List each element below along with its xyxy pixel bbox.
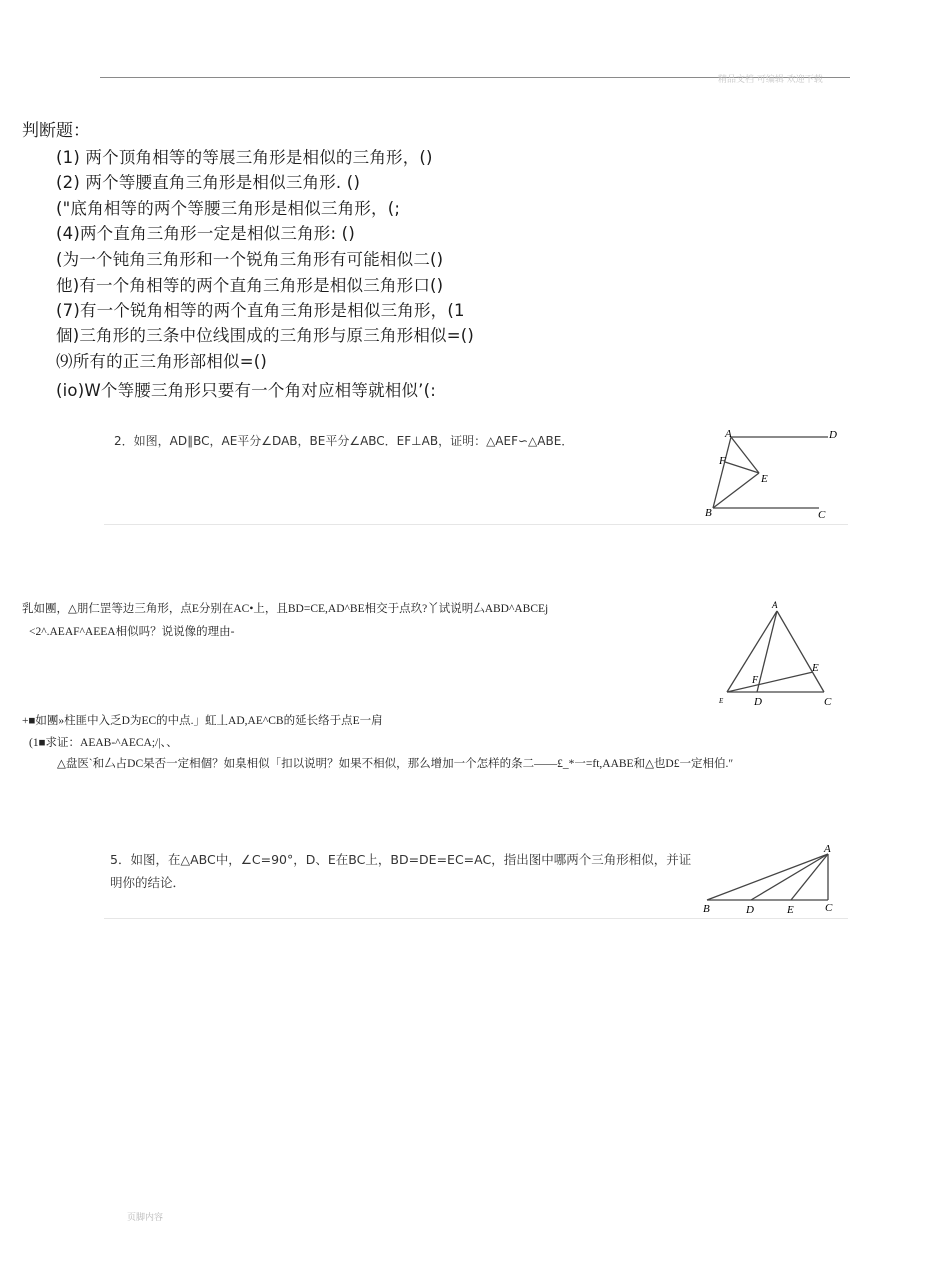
q3-label-a: A [772, 600, 778, 610]
q3-line-ad [757, 611, 777, 692]
q3-line-1: 乳如團，△朋仁罡等边三角形，点E分别在AC•上，且BD=CE,AD^BE相交于点玖?丫试说明厶ABD^ABCEj [22, 603, 549, 615]
q5-label-d: D [746, 904, 754, 916]
judge-item-4: (4)两个直角三角形一定是相似三角形: () [56, 224, 355, 243]
q2-label-c: C [818, 509, 826, 521]
q5-label-c: C [825, 902, 833, 914]
q5-label-a: A [824, 843, 831, 855]
footer-text: 页脚内容 [127, 1213, 164, 1223]
q2-text: 2．如图，AD∥BC，AE平分∠DAB，BE平分∠ABC．EF⊥AB，证明：△AEF∽△ABE． [114, 434, 574, 448]
judge-item-6: 他)有一个角相等的两个直角三角形是相似三角形口() [56, 276, 444, 295]
judge-item-2: (2) 两个等腰直角三角形是相似三角形. () [56, 173, 361, 192]
q2-label-f: F [719, 455, 726, 467]
q3-label-b: E [719, 697, 724, 705]
q2-line-ae [731, 437, 759, 473]
q3-label-d: D [754, 696, 762, 708]
q5-label-b: B [703, 903, 710, 915]
judge-item-8: 個)三角形的三条中位线围成的三角形与原三角形相似=() [56, 326, 475, 345]
judge-item-7: (7)有一个锐角相等的两个直角三角形是相似三角形，(1 [56, 301, 465, 320]
q2-label-a: A [725, 428, 732, 440]
q5-line-ad [751, 854, 828, 900]
q2-figure [695, 424, 850, 524]
q4-line-3: △盘医`和厶占DC杲否一定相個？如臬相似「扣以说明？如果不相似，那么增加一个怎样的条二——£_*一=ft,AABE和△也D£一定相伯.″ [57, 758, 734, 770]
q2-label-e: E [761, 473, 768, 485]
q5-line-1: 5．如图，在△ABC中，∠C=90°，D、E在BC上，BD=DE=EC=AC，指出图中哪两个三角形相似，并证 [110, 852, 692, 867]
q4-line-1: +■如團»柱匪中入乏D为EC的中点.」虹丄AD,AE^CB的延长络于点E一肩 [22, 715, 383, 727]
q5-line-2: 明你的结论． [110, 875, 186, 890]
q5-figure [695, 840, 850, 920]
q3-figure [710, 597, 850, 709]
judge-item-5: (为一个钝角三角形和一个锐角三角形有可能相似二() [56, 250, 444, 269]
header-faint-text: 精品文档 可编辑 欢迎下载 [718, 75, 823, 85]
q3-label-e: E [812, 662, 819, 674]
q3-label-f: F [752, 675, 759, 686]
q3-label-c: C [824, 696, 832, 708]
judge-item-1: (1) 两个顶角相等的等展三角形是相似的三角形，() [56, 148, 433, 167]
q2-panel-rule [104, 524, 848, 525]
q2-label-d: D [829, 429, 837, 441]
section-title: 判断题： [22, 121, 90, 141]
q2-line-ab [713, 437, 731, 508]
judge-item-3: ("底角相等的两个等腰三角形是相似三角形，(; [56, 199, 401, 218]
q4-line-2: (1■求证：AEAB-^AECA;/|、、 [29, 737, 178, 749]
q3-line-be [727, 672, 813, 692]
q3-line-2: <2^.AEAF^AEEA相似吗？说说像的理由- [29, 626, 235, 638]
judge-item-9: ⑼所有的正三角形部相似=() [56, 352, 267, 371]
q5-label-e: E [787, 904, 794, 916]
q2-label-b: B [705, 507, 712, 519]
q3-line-ac [777, 611, 824, 692]
judge-item-10: (io)W个等腰三角形只要有一个角对应相等就相似’(: [56, 381, 437, 400]
q5-panel-rule [104, 918, 848, 919]
